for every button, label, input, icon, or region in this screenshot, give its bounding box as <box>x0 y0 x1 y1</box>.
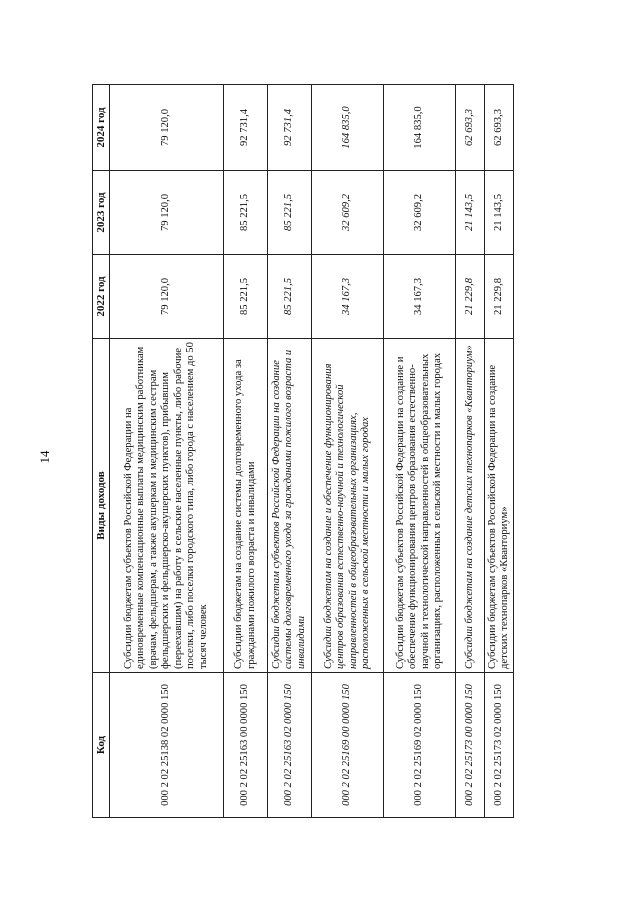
table-row <box>110 85 224 818</box>
table-row <box>312 85 384 818</box>
page-number: 14 <box>37 450 52 464</box>
row-2024: 164 835,0 <box>384 85 456 171</box>
table-row <box>224 85 268 818</box>
row-2023: 21 143,5 <box>456 171 485 255</box>
row-2024: 62 693,3 <box>485 85 514 171</box>
row-desc: Субсидии бюджетам на создание детских технопарков «Кванториум» <box>456 339 485 673</box>
row-2023: 32 609,2 <box>384 171 456 255</box>
row-2023: 32 609,2 <box>312 171 384 255</box>
row-desc: Субсидии бюджетам субъектов Российской Федерации на единовременные компенсационные выплаты медицинским работникам (врачам, фельдшерам, а также акушеркам и медицинским сестрам фельдшерских и фельдшерско-акушерских пунктов), прибывшим (переехавшим) на работу в сельские населенные пункты, либо рабочие поселки, либо поселки городского типа, либо города с населением до 50 тысяч человек <box>110 339 224 673</box>
row-2022: 79 120,0 <box>110 255 224 339</box>
row-desc: Субсидии бюджетам субъектов Российской Федерации на создание детских технопарков «Кванториум» <box>485 339 514 673</box>
row-2022: 85 221,5 <box>268 255 312 339</box>
table-header-row <box>93 85 110 818</box>
row-desc: Субсидии бюджетам на создание и обеспечение функционирования центров образования естественно-научной и технологической направленностей в общеобразовательных организациях, расположенных в сельской местности и малых городах <box>312 339 384 673</box>
header-2023: 2023 год <box>93 171 110 255</box>
row-2022: 34 167,3 <box>384 255 456 339</box>
row-code: 000 2 02 25169 00 0000 150 <box>312 673 384 818</box>
header-2024: 2024 год <box>93 85 110 171</box>
row-2023: 79 120,0 <box>110 171 224 255</box>
row-code: 000 2 02 25173 02 0000 150 <box>485 673 514 818</box>
table-row <box>384 85 456 818</box>
row-code: 000 2 02 25163 00 0000 150 <box>224 673 268 818</box>
revenue-table <box>92 84 514 818</box>
table-row <box>485 85 514 818</box>
row-code: 000 2 02 25173 00 0000 150 <box>456 673 485 818</box>
header-code: Код <box>93 673 110 818</box>
row-2023: 85 221,5 <box>224 171 268 255</box>
row-2024: 79 120,0 <box>110 85 224 171</box>
row-desc: Субсидии бюджетам на создание системы долговременного ухода за гражданами пожилого возраста и инвалидами <box>224 339 268 673</box>
row-code: 000 2 02 25163 02 0000 150 <box>268 673 312 818</box>
table-row <box>456 85 485 818</box>
table-container <box>92 85 508 818</box>
header-2022: 2022 год <box>93 255 110 339</box>
row-2024: 92 731,4 <box>224 85 268 171</box>
row-2022: 21 229,8 <box>485 255 514 339</box>
rotated-table-frame <box>92 85 508 818</box>
row-2023: 21 143,5 <box>485 171 514 255</box>
row-2023: 85 221,5 <box>268 171 312 255</box>
row-2022: 85 221,5 <box>224 255 268 339</box>
row-desc: Субсидии бюджетам субъектов Российской Федерации на создание и обеспечение функционирования центров образования естественно-научной и технологической направленностей в общеобразовательных организациях, расположенных в сельской местности и малых городах <box>384 339 456 673</box>
row-2024: 92 731,4 <box>268 85 312 171</box>
row-2022: 34 167,3 <box>312 255 384 339</box>
table-row <box>268 85 312 818</box>
row-2022: 21 229,8 <box>456 255 485 339</box>
row-desc: Субсидии бюджетам субъектов Российской Федерации на создание системы долговременного ухода за гражданами пожилого возраста и инвалидами <box>268 339 312 673</box>
row-2024: 62 693,3 <box>456 85 485 171</box>
row-2024: 164 835,0 <box>312 85 384 171</box>
header-desc: Виды доходов <box>93 339 110 673</box>
row-code: 000 2 02 25138 02 0000 150 <box>110 673 224 818</box>
row-code: 000 2 02 25169 02 0000 150 <box>384 673 456 818</box>
